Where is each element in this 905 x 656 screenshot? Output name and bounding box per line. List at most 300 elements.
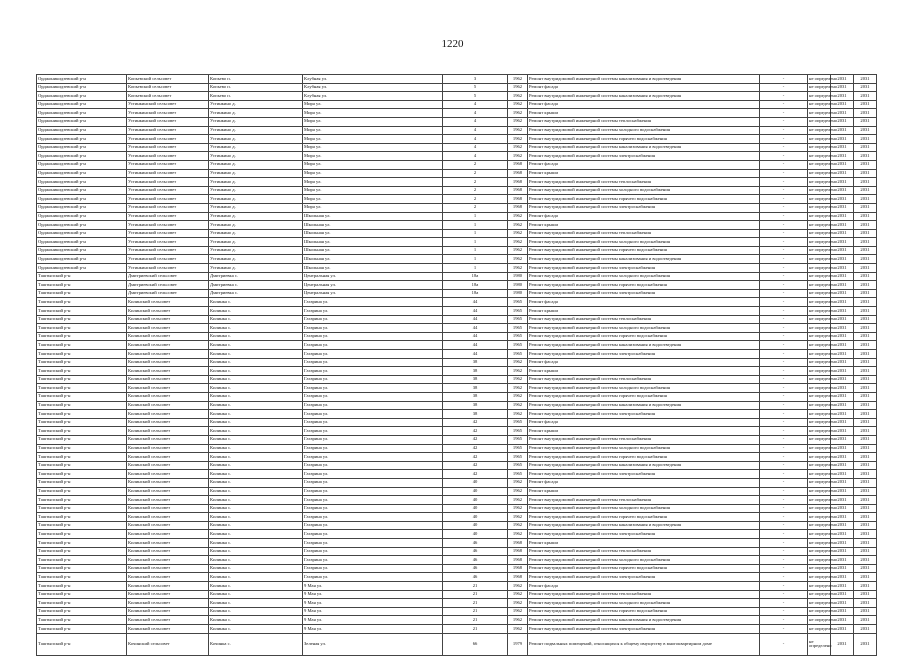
table-row (37, 324, 877, 333)
council-cell: Килинский сельсовет (127, 496, 209, 505)
house-number-cell: 44 (443, 315, 508, 324)
table-row (37, 556, 877, 565)
year-cell: 1962 (508, 487, 528, 496)
start-year-cell: 2031 (831, 143, 854, 152)
house-number-cell: 21 (443, 582, 508, 591)
district-cell: Таштыпский р-н (37, 401, 127, 410)
work-type-cell: Ремонт подвальных помещений, относящихся к общему имуществу в многоквартирном доме (528, 633, 760, 655)
year-cell: 1962 (508, 212, 528, 221)
district-cell: Таштыпский р-н (37, 281, 127, 290)
status-cell: не определено (808, 616, 831, 625)
house-number-cell: 42 (443, 470, 508, 479)
dash-cell: - (760, 496, 808, 505)
start-year-cell: 2031 (831, 418, 854, 427)
work-type-cell: Ремонт фасада (528, 418, 760, 427)
end-year-cell: 2031 (854, 152, 877, 161)
status-cell: не определено (808, 126, 831, 135)
work-type-cell: Ремонт фасада (528, 358, 760, 367)
work-type-cell: Ремонт внутридомовой инженерной системы теплоснабжения (528, 547, 760, 556)
street-cell: Школьная ул. (303, 229, 443, 238)
district-cell: Орджоникидзевский р-н (37, 221, 127, 230)
dash-cell: - (760, 392, 808, 401)
year-cell: 1962 (508, 375, 528, 384)
table-row (37, 573, 877, 582)
council-cell: Килинский сельсовет (127, 453, 209, 462)
status-cell: не определено (808, 315, 831, 324)
council-cell: Устинкинский сельсовет (127, 117, 209, 126)
house-number-cell: 46 (443, 547, 508, 556)
council-cell: Килинский сельсовет (127, 556, 209, 565)
table-row (37, 599, 877, 608)
district-cell: Таштыпский р-н (37, 470, 127, 479)
street-cell: 9 Мая ул. (303, 616, 443, 625)
year-cell: 1962 (508, 410, 528, 419)
table-row (37, 246, 877, 255)
district-cell: Орджоникидзевский р-н (37, 169, 127, 178)
council-cell: Килинский сельсовет (127, 470, 209, 479)
end-year-cell: 2031 (854, 504, 877, 513)
street-cell: Гагарина ул. (303, 427, 443, 436)
year-cell: 1962 (508, 530, 528, 539)
end-year-cell: 2031 (854, 607, 877, 616)
council-cell: Килинский сельсовет (127, 332, 209, 341)
district-cell: Орджоникидзевский р-н (37, 143, 127, 152)
street-cell: Гагарина ул. (303, 332, 443, 341)
council-cell: Устинкинский сельсовет (127, 203, 209, 212)
district-cell: Орджоникидзевский р-н (37, 117, 127, 126)
work-type-cell: Ремонт внутридомовой инженерной системы теплоснабжения (528, 178, 760, 187)
work-type-cell: Ремонт крыши (528, 487, 760, 496)
table-row (37, 169, 877, 178)
dash-cell: - (760, 487, 808, 496)
district-cell: Орджоникидзевский р-н (37, 264, 127, 273)
dash-cell: - (760, 435, 808, 444)
district-cell: Таштыпский р-н (37, 358, 127, 367)
settlement-cell: Килинка с. (209, 582, 303, 591)
table-row (37, 289, 877, 298)
dash-cell: - (760, 599, 808, 608)
status-cell: не определено (808, 289, 831, 298)
status-cell: не определено (808, 384, 831, 393)
year-cell: 1962 (508, 504, 528, 513)
council-cell: Килинский сельсовет (127, 607, 209, 616)
council-cell: Килинский сельсовет (127, 539, 209, 548)
status-cell: не определено (808, 160, 831, 169)
status-cell: не определено (808, 203, 831, 212)
council-cell: Килинский сельсовет (127, 375, 209, 384)
start-year-cell: 2031 (831, 496, 854, 505)
settlement-cell: Килинка с. (209, 332, 303, 341)
table-row (37, 109, 877, 118)
council-cell: Килинский сельсовет (127, 307, 209, 316)
work-type-cell: Ремонт фасада (528, 83, 760, 92)
work-type-cell: Ремонт внутридомовой инженерной системы канализования и водоотведения (528, 401, 760, 410)
status-cell: не определено (808, 246, 831, 255)
house-number-cell: 40 (443, 478, 508, 487)
table-row (37, 341, 877, 350)
street-cell: Гагарина ул. (303, 573, 443, 582)
council-cell: Устинкинский сельсовет (127, 126, 209, 135)
end-year-cell: 2031 (854, 341, 877, 350)
start-year-cell: 2031 (831, 392, 854, 401)
year-cell: 1962 (508, 401, 528, 410)
dash-cell: - (760, 307, 808, 316)
status-cell: не определено (808, 444, 831, 453)
end-year-cell: 2031 (854, 367, 877, 376)
work-type-cell: Ремонт внутридомовой инженерной системы теплоснабжения (528, 315, 760, 324)
council-cell: Устинкинский сельсовет (127, 195, 209, 204)
status-cell: не определено (808, 83, 831, 92)
council-cell: Килинский сельсовет (127, 410, 209, 419)
start-year-cell: 2031 (831, 487, 854, 496)
council-cell: Устинкинский сельсовет (127, 246, 209, 255)
year-cell: 1962 (508, 221, 528, 230)
start-year-cell: 2031 (831, 255, 854, 264)
work-type-cell: Ремонт внутридомовой инженерной системы электроснабжения (528, 289, 760, 298)
council-cell: Килинский сельсовет (127, 564, 209, 573)
street-cell: Гагарина ул. (303, 307, 443, 316)
dash-cell: - (760, 350, 808, 359)
end-year-cell: 2031 (854, 633, 877, 655)
district-cell: Орджоникидзевский р-н (37, 186, 127, 195)
year-cell: 1962 (508, 384, 528, 393)
start-year-cell: 2031 (831, 229, 854, 238)
street-cell: Гагарина ул. (303, 461, 443, 470)
district-cell: Таштыпский р-н (37, 539, 127, 548)
work-type-cell: Ремонт внутридомовой инженерной системы электроснабжения (528, 573, 760, 582)
status-cell: не определено (808, 401, 831, 410)
start-year-cell: 2031 (831, 307, 854, 316)
start-year-cell: 2031 (831, 238, 854, 247)
end-year-cell: 2031 (854, 487, 877, 496)
street-cell: Гагарина ул. (303, 530, 443, 539)
start-year-cell: 2031 (831, 152, 854, 161)
settlement-cell: Килинка с. (209, 453, 303, 462)
work-type-cell: Ремонт внутридомовой инженерной системы холодного водоснабжения (528, 504, 760, 513)
start-year-cell: 2031 (831, 625, 854, 634)
dash-cell: - (760, 238, 808, 247)
dash-cell: - (760, 556, 808, 565)
end-year-cell: 2031 (854, 315, 877, 324)
status-cell: не определено (808, 264, 831, 273)
end-year-cell: 2031 (854, 461, 877, 470)
house-number-cell: 44 (443, 350, 508, 359)
district-cell: Таштыпский р-н (37, 341, 127, 350)
dash-cell: - (760, 100, 808, 109)
end-year-cell: 2031 (854, 83, 877, 92)
start-year-cell: 2031 (831, 212, 854, 221)
settlement-cell: Устинкино д. (209, 152, 303, 161)
dash-cell: - (760, 539, 808, 548)
table-row (37, 315, 877, 324)
dash-cell: - (760, 530, 808, 539)
start-year-cell: 2031 (831, 264, 854, 273)
council-cell: Копьевский сельсовет (127, 75, 209, 84)
council-cell: Килинский сельсовет (127, 315, 209, 324)
table-row (37, 504, 877, 513)
district-cell: Таштыпский р-н (37, 272, 127, 281)
work-type-cell: Ремонт фасада (528, 100, 760, 109)
district-cell: Орджоникидзевский р-н (37, 152, 127, 161)
council-cell: Устинкинский сельсовет (127, 238, 209, 247)
house-number-cell: 46 (443, 573, 508, 582)
council-cell: Устинкинский сельсовет (127, 160, 209, 169)
start-year-cell: 2031 (831, 126, 854, 135)
year-cell: 1968 (508, 169, 528, 178)
settlement-cell: Устинкино д. (209, 203, 303, 212)
start-year-cell: 2031 (831, 607, 854, 616)
year-cell: 1962 (508, 478, 528, 487)
start-year-cell: 2031 (831, 324, 854, 333)
street-cell: Гагарина ул. (303, 547, 443, 556)
settlement-cell: Килинка с. (209, 461, 303, 470)
settlement-cell: Копьево п. (209, 83, 303, 92)
status-cell: не определено (808, 556, 831, 565)
work-type-cell: Ремонт внутридомовой инженерной системы теплоснабжения (528, 229, 760, 238)
start-year-cell: 2031 (831, 75, 854, 84)
settlement-cell: Устинкино д. (209, 126, 303, 135)
status-cell: не определено (808, 350, 831, 359)
settlement-cell: Устинкино д. (209, 186, 303, 195)
house-number-cell: 38 (443, 375, 508, 384)
settlement-cell: Устинкино д. (209, 109, 303, 118)
work-type-cell: Ремонт крыши (528, 169, 760, 178)
end-year-cell: 2031 (854, 203, 877, 212)
dash-cell: - (760, 135, 808, 144)
work-type-cell: Ремонт внутридомовой инженерной системы холодного водоснабжения (528, 324, 760, 333)
start-year-cell: 2031 (831, 341, 854, 350)
settlement-cell: Устинкино д. (209, 143, 303, 152)
end-year-cell: 2031 (854, 135, 877, 144)
year-cell: 1965 (508, 418, 528, 427)
settlement-cell: Килинка с. (209, 607, 303, 616)
settlement-cell: Килинка с. (209, 435, 303, 444)
settlement-cell: Килинка с. (209, 324, 303, 333)
council-cell: Килинский сельсовет (127, 513, 209, 522)
district-cell: Таштыпский р-н (37, 435, 127, 444)
district-cell: Таштыпский р-н (37, 607, 127, 616)
dash-cell: - (760, 255, 808, 264)
year-cell: 1962 (508, 521, 528, 530)
dash-cell: - (760, 341, 808, 350)
settlement-cell: Килинка с. (209, 496, 303, 505)
street-cell: Гагарина ул. (303, 401, 443, 410)
house-number-cell: 1 (443, 221, 508, 230)
year-cell: 1968 (508, 539, 528, 548)
start-year-cell: 2031 (831, 573, 854, 582)
house-number-cell: 46 (443, 539, 508, 548)
dash-cell: - (760, 298, 808, 307)
work-type-cell: Ремонт внутридомовой инженерной системы холодного водоснабжения (528, 238, 760, 247)
district-cell: Таштыпский р-н (37, 453, 127, 462)
house-number-cell: 1 (443, 264, 508, 273)
end-year-cell: 2031 (854, 186, 877, 195)
end-year-cell: 2031 (854, 238, 877, 247)
status-cell: не определено (808, 212, 831, 221)
council-cell: Устинкинский сельсовет (127, 178, 209, 187)
work-type-cell: Ремонт внутридомовой инженерной системы теплоснабжения (528, 590, 760, 599)
status-cell: не определено (808, 92, 831, 101)
year-cell: 1965 (508, 435, 528, 444)
house-number-cell: 44 (443, 341, 508, 350)
house-number-cell: 2 (443, 178, 508, 187)
district-cell: Орджоникидзевский р-н (37, 135, 127, 144)
work-type-cell: Ремонт внутридомовой инженерной системы холодного водоснабжения (528, 556, 760, 565)
house-number-cell: 38 (443, 358, 508, 367)
council-cell: Устинкинский сельсовет (127, 109, 209, 118)
status-cell: не определено (808, 504, 831, 513)
dash-cell: - (760, 75, 808, 84)
dash-cell: - (760, 401, 808, 410)
council-cell: Устинкинский сельсовет (127, 152, 209, 161)
start-year-cell: 2031 (831, 358, 854, 367)
table-row (37, 392, 877, 401)
street-cell: 9 Мая ул. (303, 599, 443, 608)
work-type-cell: Ремонт крыши (528, 221, 760, 230)
street-cell: Мира ул. (303, 135, 443, 144)
district-cell: Орджоникидзевский р-н (37, 195, 127, 204)
year-cell: 1962 (508, 367, 528, 376)
year-cell: 1968 (508, 195, 528, 204)
table-row (37, 350, 877, 359)
end-year-cell: 2031 (854, 496, 877, 505)
table-row (37, 221, 877, 230)
table-row (37, 255, 877, 264)
table-row (37, 478, 877, 487)
settlement-cell: Дмитриевка с. (209, 272, 303, 281)
work-type-cell: Ремонт крыши (528, 539, 760, 548)
council-cell: Килинский сельсовет (127, 504, 209, 513)
council-cell: Устинкинский сельсовет (127, 143, 209, 152)
work-type-cell: Ремонт крыши (528, 367, 760, 376)
street-cell: Мира ул. (303, 186, 443, 195)
table-row (37, 461, 877, 470)
end-year-cell: 2031 (854, 435, 877, 444)
work-type-cell: Ремонт внутридомовой инженерной системы электроснабжения (528, 625, 760, 634)
settlement-cell: Килинка с. (209, 341, 303, 350)
settlement-cell: Устинкино д. (209, 195, 303, 204)
work-type-cell: Ремонт крыши (528, 427, 760, 436)
year-cell: 1962 (508, 616, 528, 625)
dash-cell: - (760, 272, 808, 281)
house-number-cell: 66 (443, 633, 508, 655)
council-cell: Килинский сельсовет (127, 487, 209, 496)
status-cell: не определено (808, 418, 831, 427)
settlement-cell: Килинка с. (209, 513, 303, 522)
house-number-cell: 42 (443, 453, 508, 462)
end-year-cell: 2031 (854, 521, 877, 530)
table-row (37, 633, 877, 655)
council-cell: Килинский сельсовет (127, 530, 209, 539)
settlement-cell: Устинкино д. (209, 212, 303, 221)
work-type-cell: Ремонт внутридомовой инженерной системы канализования и водоотведения (528, 521, 760, 530)
dash-cell: - (760, 427, 808, 436)
street-cell: Гагарина ул. (303, 513, 443, 522)
end-year-cell: 2031 (854, 599, 877, 608)
district-cell: Таштыпский р-н (37, 487, 127, 496)
year-cell: 1968 (508, 564, 528, 573)
work-type-cell: Ремонт внутридомовой инженерной системы электроснабжения (528, 152, 760, 161)
status-cell: не определено (808, 195, 831, 204)
settlement-cell: Килинка с. (209, 504, 303, 513)
street-cell: Гагарина ул. (303, 496, 443, 505)
table-row (37, 100, 877, 109)
table-row (37, 195, 877, 204)
street-cell: Гагарина ул. (303, 375, 443, 384)
end-year-cell: 2031 (854, 126, 877, 135)
council-cell: Килинский сельсовет (127, 401, 209, 410)
start-year-cell: 2031 (831, 375, 854, 384)
house-number-cell: 18а (443, 272, 508, 281)
settlement-cell: Килинка с. (209, 530, 303, 539)
settlement-cell: Дмитриевка с. (209, 281, 303, 290)
house-number-cell: 1 (443, 255, 508, 264)
end-year-cell: 2031 (854, 625, 877, 634)
district-cell: Таштыпский р-н (37, 478, 127, 487)
settlement-cell: Килинка с. (209, 539, 303, 548)
street-cell: Мира ул. (303, 152, 443, 161)
work-type-cell: Ремонт внутридомовой инженерной системы канализования и водоотведения (528, 616, 760, 625)
year-cell: 1962 (508, 496, 528, 505)
table-row (37, 539, 877, 548)
house-number-cell: 44 (443, 307, 508, 316)
end-year-cell: 2031 (854, 350, 877, 359)
status-cell: не определено (808, 470, 831, 479)
work-type-cell: Ремонт внутридомовой инженерной системы горячего водоснабжения (528, 246, 760, 255)
district-cell: Таштыпский р-н (37, 410, 127, 419)
district-cell: Таштыпский р-н (37, 298, 127, 307)
street-cell: Гагарина ул. (303, 539, 443, 548)
settlement-cell: Кочинка с. (209, 633, 303, 655)
council-cell: Устинкинский сельсовет (127, 229, 209, 238)
house-number-cell: 42 (443, 435, 508, 444)
work-type-cell: Ремонт внутридомовой инженерной системы холодного водоснабжения (528, 384, 760, 393)
start-year-cell: 2031 (831, 470, 854, 479)
district-cell: Орджоникидзевский р-н (37, 246, 127, 255)
table-row (37, 307, 877, 316)
council-cell: Килинский сельсовет (127, 358, 209, 367)
work-type-cell: Ремонт внутридомовой инженерной системы горячего водоснабжения (528, 332, 760, 341)
work-type-cell: Ремонт внутридомовой инженерной системы горячего водоснабжения (528, 453, 760, 462)
end-year-cell: 2031 (854, 530, 877, 539)
dash-cell: - (760, 367, 808, 376)
council-cell: Кочинский сельсовет (127, 633, 209, 655)
end-year-cell: 2031 (854, 470, 877, 479)
district-cell: Орджоникидзевский р-н (37, 83, 127, 92)
table-row (37, 186, 877, 195)
table-row (37, 212, 877, 221)
work-type-cell: Ремонт внутридомовой инженерной системы холодного водоснабжения (528, 272, 760, 281)
table-row (37, 384, 877, 393)
work-type-cell: Ремонт внутридомовой инженерной системы холодного водоснабжения (528, 186, 760, 195)
start-year-cell: 2031 (831, 435, 854, 444)
house-number-cell: 46 (443, 556, 508, 565)
council-cell: Килинский сельсовет (127, 435, 209, 444)
year-cell: 1965 (508, 298, 528, 307)
house-number-cell: 46 (443, 564, 508, 573)
status-cell: не определено (808, 332, 831, 341)
house-number-cell: 38 (443, 384, 508, 393)
year-cell: 1962 (508, 607, 528, 616)
house-number-cell: 40 (443, 487, 508, 496)
street-cell: Гагарина ул. (303, 315, 443, 324)
district-cell: Орджоникидзевский р-н (37, 229, 127, 238)
dash-cell: - (760, 358, 808, 367)
end-year-cell: 2031 (854, 255, 877, 264)
dash-cell: - (760, 607, 808, 616)
start-year-cell: 2031 (831, 135, 854, 144)
district-cell: Таштыпский р-н (37, 444, 127, 453)
